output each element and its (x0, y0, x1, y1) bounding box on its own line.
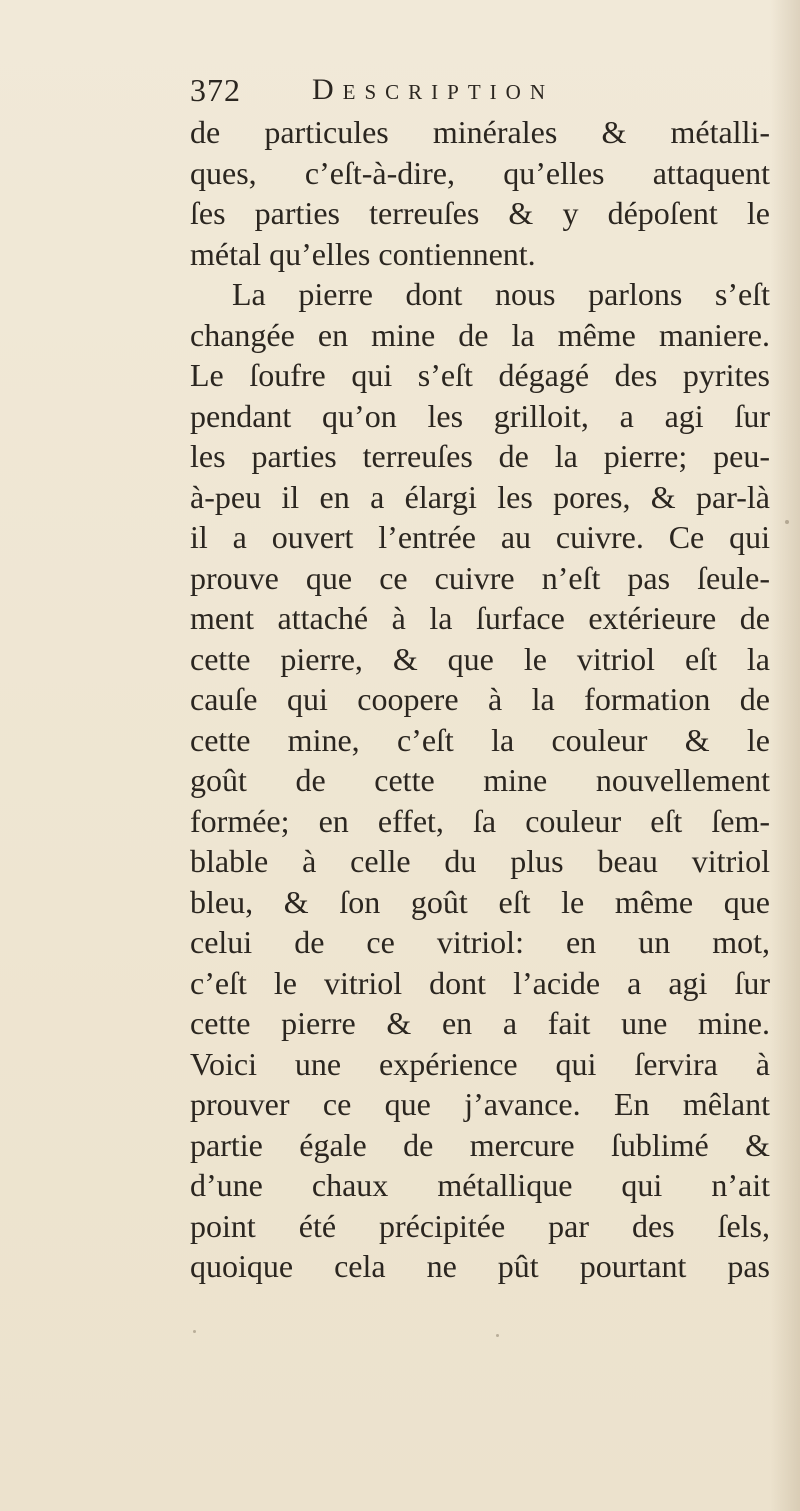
page-number: 372 (190, 72, 241, 108)
text-line: Le ſoufre qui s’eſt dégagé des pyrites (190, 357, 770, 393)
text-line: prouver ce que j’avance. En mêlant (190, 1086, 770, 1122)
body-text (190, 112, 770, 1287)
text-line: cette mine, c’eſt la couleur & le (190, 721, 770, 758)
running-title: Description (312, 73, 555, 106)
text-line: formée; en effet, ſa couleur eſt ſem- (190, 802, 770, 839)
text-line: partie égale de mercure ſublimé & (190, 1126, 770, 1163)
text-line: goût de cette mine nouvellement (190, 762, 770, 798)
page-header (190, 68, 770, 112)
paper-speck (496, 1334, 499, 1337)
text-line: d’une chaux métallique qui n’ait (190, 1167, 770, 1203)
text-line: celui de ce vitriol: en un mot, (190, 924, 770, 960)
text-line: à-peu il en a élargi les pores, & par-là (190, 478, 770, 515)
paper-speck (785, 520, 789, 524)
text-line: ques, c’eſt-à-dire, qu’elles attaquent (190, 154, 770, 191)
text-line: les parties terreuſes de la pierre; peu- (190, 438, 770, 474)
text-line: il a ouvert l’entrée au cuivre. Ce qui (190, 519, 770, 555)
text-line: Voici une expérience qui ſervira à (190, 1045, 770, 1082)
text-line: changée en mine de la même maniere. (190, 316, 770, 353)
text-line: cette pierre, & que le vitriol eſt la (190, 640, 770, 677)
text-line: bleu, & ſon goût eſt le même que (190, 883, 770, 920)
text-line: prouve que ce cuivre n’eſt pas ſeule- (190, 559, 770, 596)
text-line: blable à celle du plus beau vitriol (190, 843, 770, 879)
text-line: La pierre dont nous parlons s’eſt (232, 276, 770, 312)
text-line: ment attaché à la ſurface extérieure de (190, 600, 770, 636)
text-line: métal qu’elles contiennent. (190, 235, 536, 272)
text-line: ſes parties terreuſes & y dépoſent le (190, 195, 770, 231)
text-line: pendant qu’on les grilloit, a agi ſur (190, 397, 770, 434)
paper-speck (193, 1330, 196, 1333)
text-line: de particules minérales & métalli- (190, 114, 770, 150)
text-line: c’eſt le vitriol dont l’acide a agi ſur (190, 964, 770, 1001)
text-line: quoique cela ne pût pourtant pas (190, 1248, 770, 1284)
text-line: cette pierre & en a fait une mine. (190, 1005, 770, 1041)
text-line: cauſe qui coopere à la formation de (190, 681, 770, 717)
text-line: point été précipitée par des ſels, (190, 1207, 770, 1244)
